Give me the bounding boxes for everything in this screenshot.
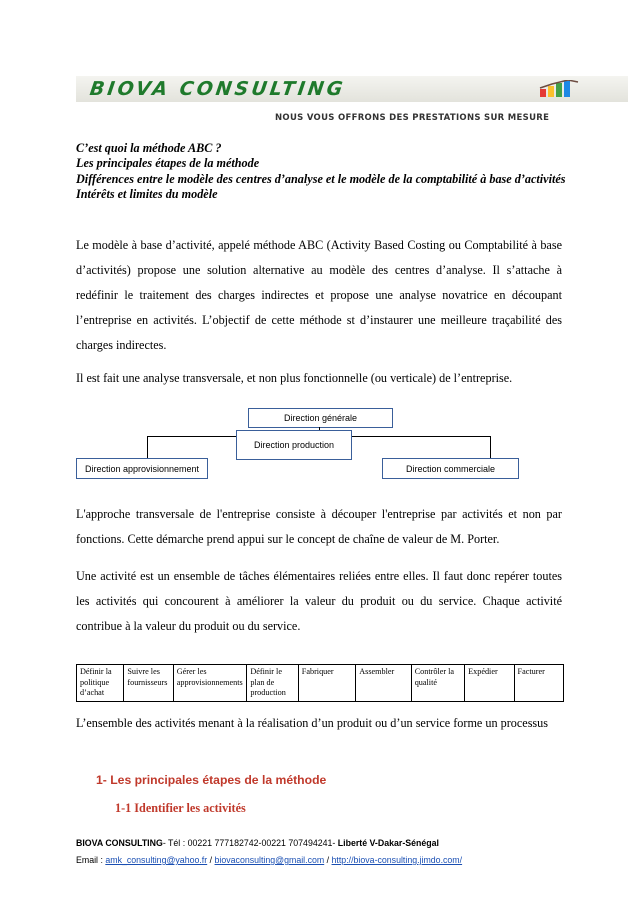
table-cell: Gérer les approvisionnements xyxy=(173,665,247,702)
footer-phones: - Tél : 00221 777182742-00221 707494241- xyxy=(162,838,338,848)
subsection-heading: 1-1 Identifier les activités xyxy=(115,801,246,815)
separator: / xyxy=(324,855,332,865)
email-link-yahoo[interactable]: amk_consulting@yahoo.fr xyxy=(105,855,208,865)
section-heading: 1- Les principales étapes de la méthode xyxy=(96,773,327,787)
paragraph-transversal: Il est fait une analyse transversale, et non plus fonctionnelle (ou verticale) de l’entreprise. xyxy=(76,371,513,385)
footer xyxy=(76,835,462,869)
website-link[interactable]: http://biova-consulting.jimdo.com/ xyxy=(331,855,463,865)
activities-table xyxy=(76,664,564,702)
header-banner xyxy=(76,76,628,102)
separator: / xyxy=(207,855,215,865)
toc-item: Les principales étapes de la méthode xyxy=(76,156,260,171)
toc-item: Intérêts et limites du modèle xyxy=(76,186,218,201)
tagline: NOUS VOUS OFFRONS DES PRESTATIONS SUR MESURE xyxy=(275,113,550,123)
footer-email-line xyxy=(76,852,462,869)
table-cell: Définir la politique d’achat xyxy=(77,665,124,702)
paragraph-intro: Le modèle à base d’activité, appelé méthode ABC (Activity Based Costing ou Comptabilité à base d’activités) propose une solution alternative au modèle des centres d’analyse. Il s’attache à redéfinir le traitement des charges indirectes et propose une analyse novatrice en découpant l’entreprise en activités. L’objectif de cette méthode st d’instaurer une meilleure traçabilité des charges indirectes. xyxy=(76,238,562,352)
footer-contact-line xyxy=(76,835,462,852)
email-link-gmail[interactable]: biovaconsulting@gmail.com xyxy=(214,855,325,865)
table-cell: Facturer xyxy=(514,665,563,702)
table-cell: Contrôler la qualité xyxy=(411,665,464,702)
footer-location: Liberté V-Dakar-Sénégal xyxy=(337,838,439,848)
toc-item: Différences entre le modèle des centres d’analyse et le modèle de la comptabilité à base d’activités xyxy=(76,171,566,186)
org-box-left: Direction approvisionnement xyxy=(76,458,208,479)
toc-item: C’est quoi la méthode ABC ? xyxy=(76,141,222,155)
org-connector xyxy=(147,436,148,458)
logo-icon xyxy=(538,80,588,98)
footer-email-label: Email : xyxy=(76,855,106,865)
org-connector xyxy=(490,436,491,458)
table-row xyxy=(77,665,564,702)
table-cell: Fabriquer xyxy=(298,665,355,702)
paragraph-process: L’ensemble des activités menant à la réalisation d’un produit ou d’un service forme un processus xyxy=(76,716,549,730)
table-cell: Assembler xyxy=(356,665,411,702)
table-cell: Expédier xyxy=(465,665,514,702)
org-chart xyxy=(76,408,562,492)
table-cell: Suivre les fournisseurs xyxy=(124,665,173,702)
footer-company: BIOVA CONSULTING xyxy=(76,838,163,848)
paragraph-activity: Une activité est un ensemble de tâches élémentaires reliées entre elles. Il faut donc repérer toutes les activités qui concourent à améliorer la valeur du produit ou du service. Chaque activité contribue à la valeur du produit ou du service. xyxy=(76,569,562,633)
org-box-top: Direction générale xyxy=(248,408,393,428)
banner-title: BIOVA CONSULTING xyxy=(88,78,347,100)
table-cell: Définir le plan de production xyxy=(247,665,298,702)
toc xyxy=(76,141,576,202)
paragraph-approach: L'approche transversale de l'entreprise consiste à découper l'entreprise par activités et non par fonctions. Cette démarche prend appui sur le concept de chaîne de valeur de M. Porter. xyxy=(76,507,562,546)
org-box-middle: Direction production xyxy=(236,430,352,460)
org-box-right: Direction commerciale xyxy=(382,458,519,479)
